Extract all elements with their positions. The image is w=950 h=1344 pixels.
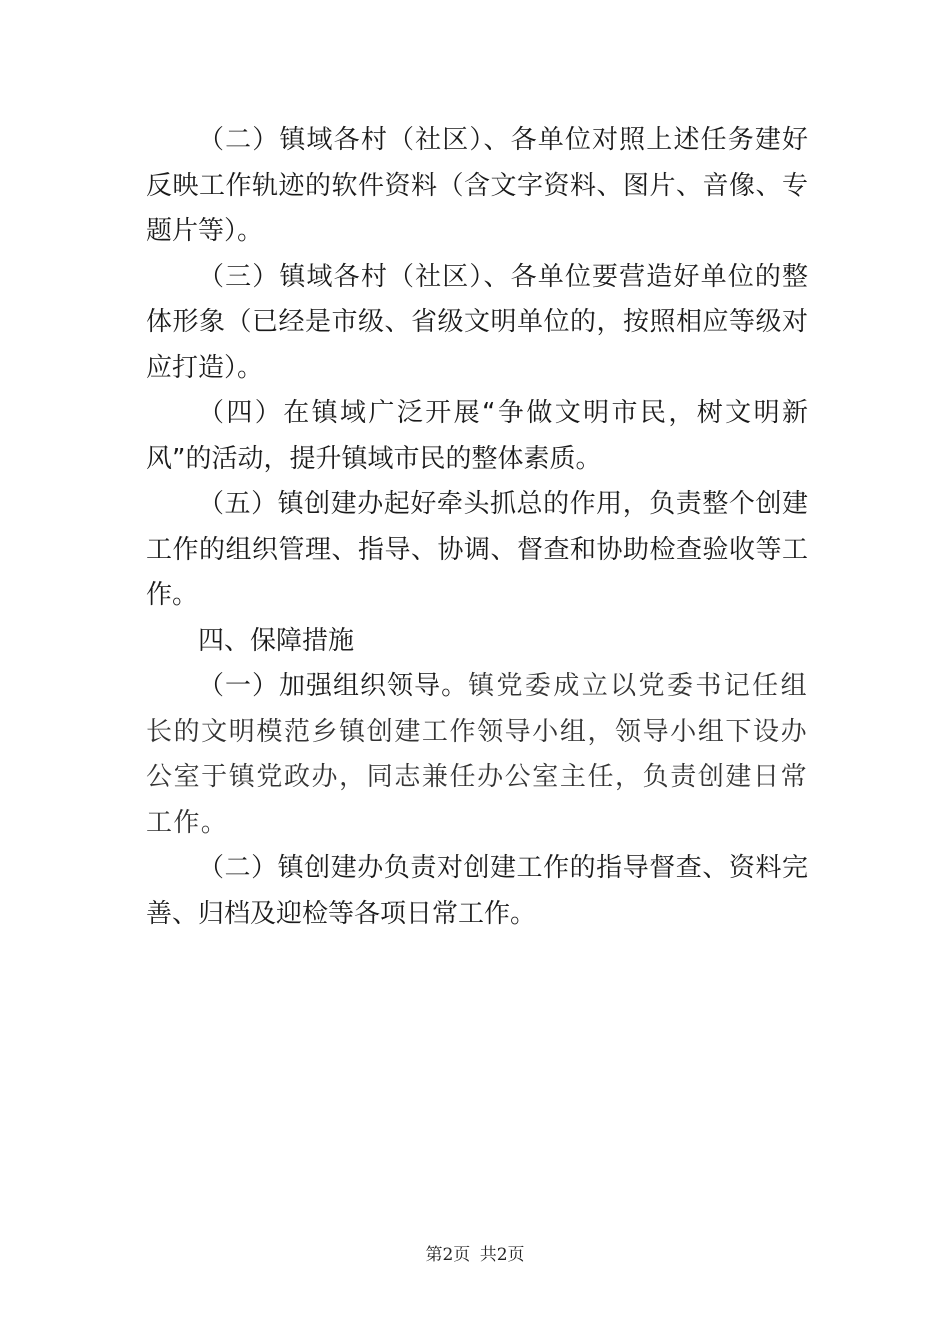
document-body	[146, 118, 808, 937]
page-total: 共2页	[479, 1245, 525, 1265]
measure-2: （二）镇创建办负责对创建工作的指导督查、资料完善、归档及迎检等各项日常工作。	[146, 853, 808, 929]
measure-1-lead: （一）加强组织领导。	[198, 671, 469, 701]
paragraph-2: （二）镇域各村（社区）、各单位对照上述任务建好反映工作轨迹的软件资料（含文字资料、图片、音像、专题片等）。	[146, 125, 808, 246]
paragraph-4: （四）在镇域广泛开展“争做文明市民，树文明新风”的活动，提升镇域市民的整体素质。	[146, 398, 808, 474]
page-footer	[0, 1240, 950, 1265]
paragraph-3: （三）镇域各村（社区）、各单位要营造好单位的整体形象（已经是市级、省级文明单位的，按照相应等级对应打造）。	[146, 261, 808, 383]
measure-1	[146, 664, 808, 846]
paragraph-5: （五）镇创建办起好牵头抓总的作用，负责整个创建工作的组织管理、指导、协调、督查和协助检查验收等工作。	[146, 489, 808, 610]
section-heading: 四、保障措施	[198, 625, 355, 656]
page-number: 第2页	[425, 1245, 471, 1265]
measure-1-body: 镇党委成立以党委书记任组长的文明模范乡镇创建工作领导小组，领导小组下设办公室于镇党政办，同志兼任办公室主任，负责创建日常工作。	[146, 671, 808, 838]
